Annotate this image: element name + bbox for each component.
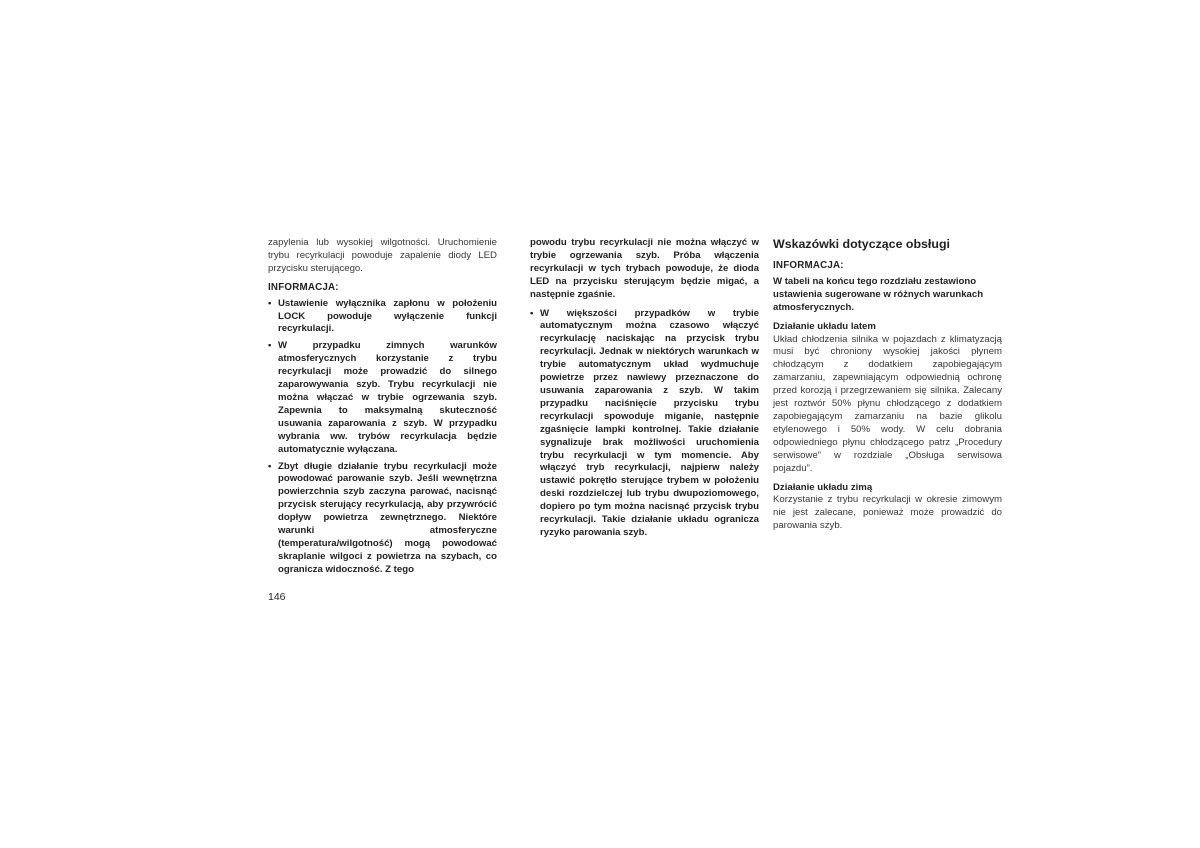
list-item <box>530 308 759 540</box>
info-text: W tabeli na końcu tego rozdziału zestawiono ustawienia sugerowane w różnych warunkach atmosferycznych. <box>773 275 984 313</box>
info-heading: INFORMACJA: <box>773 260 844 271</box>
info-heading: INFORMACJA: <box>268 281 339 293</box>
continuation-paragraph: powodu trybu recyrkulacji nie można włączyć w trybie ogrzewania szyb. Próba włączenia recyrkulacji w tych trybach powoduje, że dioda LED na przycisku sterującym będzie migać, a następnie zgaśnie. <box>530 237 759 300</box>
summer-heading: Działanie układu latem <box>773 320 876 332</box>
list-item-text: Ustawienie wyłącznika zapłonu w położeniu LOCK powoduje wyłączenie funkcji recyrkulacji. <box>278 297 497 335</box>
winter-text: Korzystanie z trybu recyrkulacji w okresie zimowym nie jest zalecane, ponieważ może prowadzić do parowania szyb. <box>773 494 1002 532</box>
list-item <box>268 298 497 337</box>
summer-text: Układ chłodzenia silnika w pojazdach z klimatyzacją musi być chroniony wysokiej jakości płynem chłodzącym z dodatkiem zapobiegającym zamarzaniu, zapewniającym odpowiednią ochronę przed korozją i przegrzewaniem się silnika. Zalecany jest roztwór 50% płynu chłodzącego z dodatkiem zapobiegającym zamarzaniu na bazie glikolu etylenowego i 50% wody. W celu dobrania odpowiedniego płynu chłodzącego patrz „Procedury serwisowe” w rozdziale „Obsługa serwisowa pojazdu”. <box>773 333 1002 474</box>
bullet-list <box>268 298 497 577</box>
bullet-marker: • <box>268 340 272 352</box>
list-item <box>268 461 497 577</box>
intro-paragraph: zapylenia lub wysokiej wilgotności. Uruchomienie trybu recyrkulacji powoduje zapalenie diody LED przycisku sterującego. <box>268 237 497 274</box>
column-left <box>268 237 497 581</box>
column-middle <box>530 237 759 544</box>
page-number: 146 <box>268 591 286 603</box>
list-item <box>268 340 497 456</box>
bullet-list <box>530 308 759 540</box>
bullet-marker: • <box>268 460 272 472</box>
list-item-text: W większości przypadków w trybie automatycznym można czasowo włączyć recyrkulację naciskając na przycisk trybu recyrkulacji. Jednak w niektórych warunkach w trybie automatycznym układ wydmuchuje powietrze przez nawiewy przeznaczone do usuwania zaparowania z szyb. W takim przypadku naciśnięcie przycisku trybu recyrkulacji spowoduje miganie, następnie zgaśnięcie lampki kontrolnej. Takie działanie sygnalizuje brak możliwości uruchomienia trybu recyrkulacji w tym momencie. Aby włączyć tryb recyrkulacji, najpierw należy ustawić pokrętło sterujące trybem w położeniu deski rozdzielczej lub trybu dwupoziomowego, dopiero po tym można nacisnąć przycisk trybu recyrkulacji. Takie działanie układu ogranicza ryzyko parowania szyb. <box>540 307 759 538</box>
column-right <box>773 237 1002 539</box>
list-item-text: Zbyt długie działanie trybu recyrkulacji może powodować parowanie szyb. Jeśli wewnętrzna powierzchnia szyb zaczyna parować, nacisnąć przycisk sterujący recyrkulacją, aby przywrócić dopływ powietrza zewnętrznego. Niektóre warunki atmosferyczne (temperatura/wilgotność) mogą powodować skraplanie wilgoci z powietrza na szybach, co ogranicza widoczność. Z tego <box>278 460 497 575</box>
bullet-marker: • <box>530 307 534 319</box>
bullet-marker: • <box>268 297 272 309</box>
list-item-text: W przypadku zimnych warunków atmosferycznych korzystanie z trybu recyrkulacji może prowadzić do silnego zaparowywania szyb. Trybu recyrkulacji nie można włączać w trybie ogrzewania szyb. Zapewnia to maksymalną skuteczność usuwania zaparowania z szyb. W przypadku wybrania ww. trybów recyrkulacja będzie automatycznie wyłączana. <box>278 340 497 455</box>
winter-heading: Działanie układu zimą <box>773 481 873 493</box>
section-title: Wskazówki dotyczące obsługi <box>773 237 950 251</box>
